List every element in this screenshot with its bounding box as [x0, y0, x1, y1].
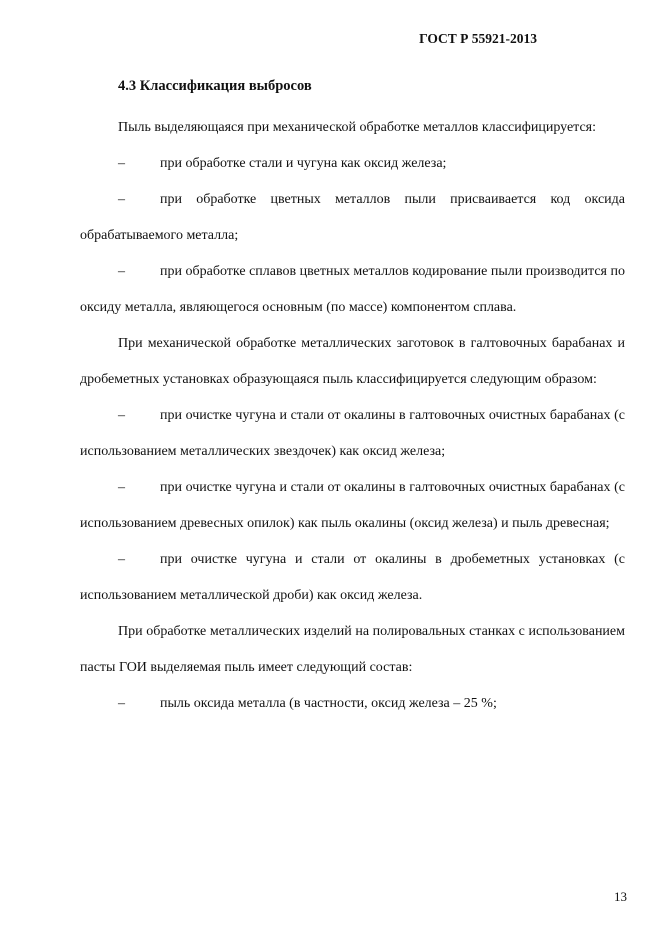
dash-bullet: – [118, 264, 125, 279]
list-item [80, 470, 625, 542]
section-title: 4.3 Классификация выбросов [118, 78, 312, 94]
list-item-text: при очистке чугуна и стали от окалины в дробеметных установках (с использованием металлической дроби) как оксид железа. [80, 552, 625, 603]
list-item [80, 686, 625, 722]
list-item-text: при очистке чугуна и стали от окалины в галтовочных очистных барабанах (с использованием металлических звездочек) как оксид железа; [80, 408, 625, 459]
dash-bullet: – [118, 156, 125, 171]
list-item-text: при обработке стали и чугуна как оксид железа; [160, 156, 447, 171]
dash-bullet: – [118, 696, 125, 711]
list-item-text: при обработке сплавов цветных металлов кодирование пыли производится по оксиду металла, являющегося основным (по массе) компонентом сплава. [80, 264, 625, 315]
body-text [80, 110, 625, 722]
paragraph-dust-classification: Пыль выделяющаяся при механической обработке металлов классифицируется: [118, 120, 596, 135]
standard-code-header: ГОСТ Р 55921-2013 [419, 31, 537, 46]
list-item [80, 182, 625, 254]
page-number: 13 [614, 889, 627, 904]
dash-bullet: – [118, 192, 125, 207]
dash-bullet: – [118, 552, 125, 567]
list-item [80, 542, 625, 614]
list-item-text: при очистке чугуна и стали от окалины в галтовочных очистных барабанах (с использованием древесных опилок) как пыль окалины (оксид железа) и пыль древесная; [80, 480, 625, 531]
list-item [80, 254, 625, 326]
list-item-text: пыль оксида металла (в частности, оксид железа – 25 %; [160, 696, 497, 711]
dash-bullet: – [118, 480, 125, 495]
list-item-text: при обработке цветных металлов пыли присваивается код оксида обрабатываемого металла; [80, 192, 625, 243]
list-item [80, 146, 625, 182]
dash-bullet: – [118, 408, 125, 423]
list-item [80, 398, 625, 470]
paragraph-tumbling-barrels: При механической обработке металлических заготовок в галтовочных барабанах и дробеметных установках образующаяся пыль классифицируется следующим образом: [80, 336, 625, 387]
paragraph-polishing: При обработке металлических изделий на полировальных станках с использованием пасты ГОИ выделяемая пыль имеет следующий состав: [80, 624, 625, 675]
